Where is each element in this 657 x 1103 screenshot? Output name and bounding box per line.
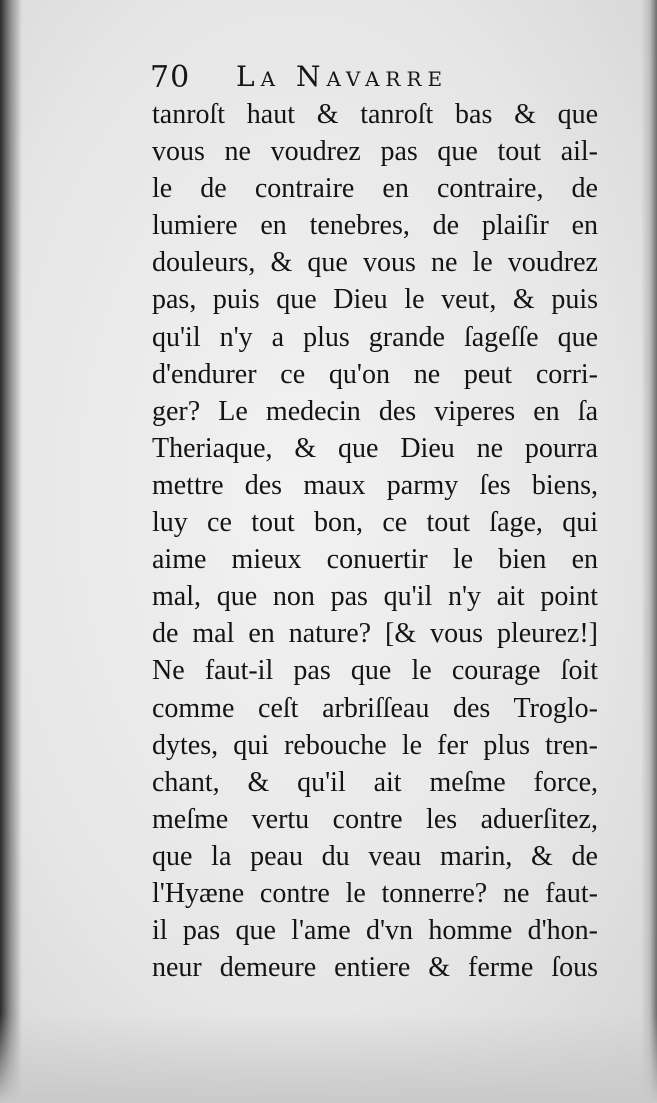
text-line: lumiere en tenebres, de plaiſir en xyxy=(152,210,598,242)
text-line: le de contraire en contraire, de xyxy=(152,173,598,205)
spine-shadow xyxy=(0,0,22,1103)
text-line: pas, puis que Dieu le veut, & puis xyxy=(152,284,598,316)
text-line: neur demeure entiere & ferme ſous xyxy=(152,952,598,984)
text-line: aime mieux conuertir le bien en xyxy=(152,544,598,576)
page-edge xyxy=(641,0,657,1103)
text-line: mettre des maux parmy ſes biens, xyxy=(152,469,598,501)
page-number: 70 xyxy=(150,60,191,95)
text-line: ger? Le medecin des viperes en ſa xyxy=(152,395,598,427)
text-line: luy ce tout bon, ce tout ſage, qui xyxy=(152,507,598,539)
text-line: comme ceſt arbriſſeau des Troglo- xyxy=(152,692,598,724)
text-line: vous ne voudrez pas que tout ail- xyxy=(152,136,598,168)
text-line: douleurs, & que vous ne le voudrez xyxy=(152,247,598,279)
text-line: il pas que l'ame d'vn homme d'hon- xyxy=(152,915,598,947)
text-line: tanroſt haut & tanroſt bas & que xyxy=(152,99,598,130)
running-title: La Navarre xyxy=(236,60,449,93)
text-line: mal, que non pas qu'il n'y ait point xyxy=(152,581,598,613)
text-line: que la peau du veau marin, & de xyxy=(152,840,598,872)
page-bottom-shade xyxy=(0,1013,657,1103)
text-line: de mal en nature? [& vous pleurez!] xyxy=(152,618,598,650)
text-line: qu'il n'y a plus grande ſageſſe que xyxy=(152,321,598,353)
text-line: d'endurer ce qu'on ne peut corri- xyxy=(152,358,598,390)
text-line: meſme vertu contre les aduerſitez, xyxy=(152,803,598,835)
text-line: dytes, qui rebouche le fer plus tren- xyxy=(152,729,598,761)
text-line: chant, & qu'il ait meſme force, xyxy=(152,766,598,798)
text-line: Ne faut-il pas que le courage ſoit xyxy=(152,655,598,687)
running-header xyxy=(150,58,610,98)
body-text xyxy=(152,96,598,986)
text-line: Theriaque, & que Dieu ne pourra xyxy=(152,432,598,464)
text-line: l'Hyæne contre le tonnerre? ne faut- xyxy=(152,877,598,909)
